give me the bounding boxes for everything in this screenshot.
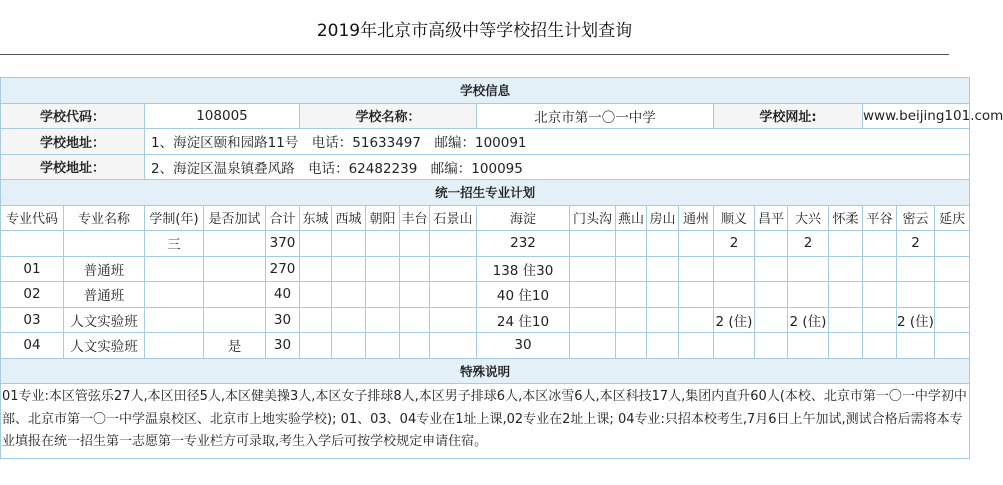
plan-column-header: 昌平 — [755, 205, 788, 231]
plan-cell — [204, 282, 266, 308]
plan-cell — [647, 231, 679, 257]
plan-cell — [863, 282, 897, 308]
plan-column-header: 西城 — [332, 205, 366, 231]
plan-column-header: 房山 — [647, 205, 679, 231]
plan-cell — [755, 282, 788, 308]
plan-cell — [366, 231, 400, 257]
plan-column-header: 大兴 — [788, 205, 829, 231]
plan-cell — [300, 282, 332, 308]
plan-cell — [647, 282, 679, 308]
plan-cell — [829, 231, 863, 257]
plan-cell — [616, 256, 647, 282]
plan-cell: 人文实验班 — [64, 333, 145, 359]
plan-cell: 138 住30 — [477, 256, 570, 282]
title-divider — [0, 54, 949, 55]
school-address-label: 学校地址： — [1, 129, 145, 155]
school-code-value: 108005 — [145, 103, 300, 129]
plan-cell — [829, 307, 863, 333]
plan-cell — [430, 256, 477, 282]
plan-cell — [430, 282, 477, 308]
plan-cell — [570, 307, 616, 333]
plan-cell — [935, 256, 970, 282]
plan-cell: 30 — [266, 307, 300, 333]
plan-cell — [829, 282, 863, 308]
page-title: 2019年北京市高级中等学校招生计划查询 — [316, 21, 633, 41]
plan-cell — [647, 307, 679, 333]
plan-cell — [755, 307, 788, 333]
school-code-label: 学校代码： — [1, 103, 145, 129]
school-address-label: 学校地址： — [1, 154, 145, 180]
plan-cell — [863, 307, 897, 333]
plan-column-header: 专业名称 — [64, 205, 145, 231]
school-website-label: 学校网址: — [714, 103, 863, 129]
plan-cell: 2 (住) — [714, 307, 755, 333]
plan-cell — [616, 282, 647, 308]
plan-cell — [570, 282, 616, 308]
plan-cell — [647, 256, 679, 282]
plan-cell — [145, 307, 204, 333]
special-notes-text: 01专业:本区管弦乐27人,本区田径5人,本区健美操3人,本区女子排球8人,本区男子排球6人,本区冰雪6人,本区科技17人,集团内直升60人(本校、北京市第一〇一中学初中部、北京市第一〇一中学温泉校区、北京市上地实验学校); 01、03、04专业在1址上课,02专业在2址上课; 04专业:只招本校考生,7月6日上午加试,测试合格后需将本专业填报在统一招生第一志愿第一专业栏方可录取,考生入学后可按学校规定申请住宿。 — [1, 384, 970, 459]
plan-cell — [935, 231, 970, 257]
school-website-link[interactable]: www.beijing101.com — [863, 103, 970, 129]
plan-cell — [714, 333, 755, 359]
plan-cell — [755, 231, 788, 257]
plan-cell — [332, 256, 366, 282]
plan-column-header: 延庆 — [935, 205, 970, 231]
plan-cell — [679, 333, 714, 359]
plan-column-header: 合计 — [266, 205, 300, 231]
school-name-value: 北京市第一〇一中学 — [477, 103, 714, 129]
plan-cell — [145, 282, 204, 308]
school-address-1: 1、海淀区颐和园路11号 电话：51633497 邮编：100091 — [145, 129, 970, 155]
plan-cell — [714, 282, 755, 308]
plan-header-row — [1, 205, 970, 231]
plan-cell: 40 — [266, 282, 300, 308]
plan-column-header: 密云 — [897, 205, 935, 231]
plan-cell — [788, 282, 829, 308]
plan-cell — [829, 256, 863, 282]
plan-cell: 人文实验班 — [64, 307, 145, 333]
plan-row — [1, 307, 970, 333]
plan-column-header: 丰台 — [400, 205, 430, 231]
special-notes-heading: 特殊说明 — [1, 358, 970, 384]
plan-cell: 02 — [1, 282, 64, 308]
plan-cell — [430, 333, 477, 359]
plan-cell — [679, 282, 714, 308]
plan-row — [1, 231, 970, 257]
plan-cell — [366, 307, 400, 333]
plan-cell — [64, 231, 145, 257]
plan-cell: 40 住10 — [477, 282, 570, 308]
plan-cell — [366, 256, 400, 282]
plan-row — [1, 256, 970, 282]
plan-cell: 370 — [266, 231, 300, 257]
plan-cell: 三 — [145, 231, 204, 257]
plan-cell — [647, 333, 679, 359]
school-address-2: 2、海淀区温泉镇叠风路 电话：62482239 邮编：100095 — [145, 154, 970, 180]
plan-column-header: 专业代码 — [1, 205, 64, 231]
plan-cell — [332, 231, 366, 257]
plan-cell — [935, 282, 970, 308]
plan-cell — [897, 256, 935, 282]
enrollment-plan-heading: 统一招生专业计划 — [1, 180, 970, 206]
plan-cell — [1, 231, 64, 257]
plan-cell — [679, 307, 714, 333]
plan-cell — [204, 256, 266, 282]
plan-cell — [400, 307, 430, 333]
plan-cell: 30 — [266, 333, 300, 359]
plan-column-header: 燕山 — [616, 205, 647, 231]
plan-cell: 2 (住) — [897, 307, 935, 333]
school-name-label: 学校名称： — [300, 103, 477, 129]
plan-cell — [332, 307, 366, 333]
plan-cell — [863, 333, 897, 359]
plan-cell — [755, 333, 788, 359]
plan-cell — [616, 333, 647, 359]
plan-cell: 是 — [204, 333, 266, 359]
plan-cell: 普通班 — [64, 282, 145, 308]
plan-cell: 2 (住) — [788, 307, 829, 333]
plan-row — [1, 333, 970, 359]
plan-cell — [897, 333, 935, 359]
plan-column-header: 朝阳 — [366, 205, 400, 231]
plan-column-header: 东城 — [300, 205, 332, 231]
plan-cell — [204, 231, 266, 257]
plan-cell — [570, 256, 616, 282]
plan-column-header: 通州 — [679, 205, 714, 231]
plan-cell — [145, 256, 204, 282]
plan-cell — [616, 307, 647, 333]
plan-cell — [863, 231, 897, 257]
plan-column-header: 海淀 — [477, 205, 570, 231]
plan-row — [1, 282, 970, 308]
plan-column-header: 平谷 — [863, 205, 897, 231]
plan-cell — [679, 256, 714, 282]
plan-cell — [897, 282, 935, 308]
plan-cell: 2 — [788, 231, 829, 257]
plan-cell — [300, 307, 332, 333]
plan-cell: 2 — [714, 231, 755, 257]
plan-cell — [366, 333, 400, 359]
plan-cell — [788, 333, 829, 359]
plan-cell — [300, 231, 332, 257]
plan-cell — [400, 256, 430, 282]
plan-cell — [430, 231, 477, 257]
plan-cell — [935, 307, 970, 333]
plan-column-header: 是否加试 — [204, 205, 266, 231]
plan-cell: 2 — [897, 231, 935, 257]
plan-column-header: 顺义 — [714, 205, 755, 231]
plan-cell: 普通班 — [64, 256, 145, 282]
plan-cell — [145, 333, 204, 359]
plan-column-header: 怀柔 — [829, 205, 863, 231]
plan-cell — [570, 231, 616, 257]
plan-cell — [332, 282, 366, 308]
plan-cell: 04 — [1, 333, 64, 359]
school-info-table — [0, 77, 1003, 459]
plan-column-header: 学制(年) — [145, 205, 204, 231]
plan-cell — [755, 256, 788, 282]
plan-cell — [714, 256, 755, 282]
school-info-heading: 学校信息 — [1, 78, 970, 104]
plan-cell: 24 住10 — [477, 307, 570, 333]
plan-cell: 270 — [266, 256, 300, 282]
plan-cell — [679, 231, 714, 257]
plan-cell — [400, 282, 430, 308]
plan-cell — [430, 307, 477, 333]
plan-cell — [935, 333, 970, 359]
plan-column-header: 石景山 — [430, 205, 477, 231]
plan-cell — [300, 333, 332, 359]
plan-cell — [829, 333, 863, 359]
plan-cell — [332, 333, 366, 359]
plan-cell — [863, 256, 897, 282]
plan-cell — [204, 307, 266, 333]
plan-cell: 03 — [1, 307, 64, 333]
plan-cell — [400, 231, 430, 257]
plan-cell — [400, 333, 430, 359]
plan-cell: 30 — [477, 333, 570, 359]
plan-cell — [616, 231, 647, 257]
plan-cell: 01 — [1, 256, 64, 282]
plan-cell — [788, 256, 829, 282]
plan-cell — [366, 282, 400, 308]
plan-cell — [300, 256, 332, 282]
plan-cell: 232 — [477, 231, 570, 257]
plan-column-header: 门头沟 — [570, 205, 616, 231]
plan-cell — [570, 333, 616, 359]
